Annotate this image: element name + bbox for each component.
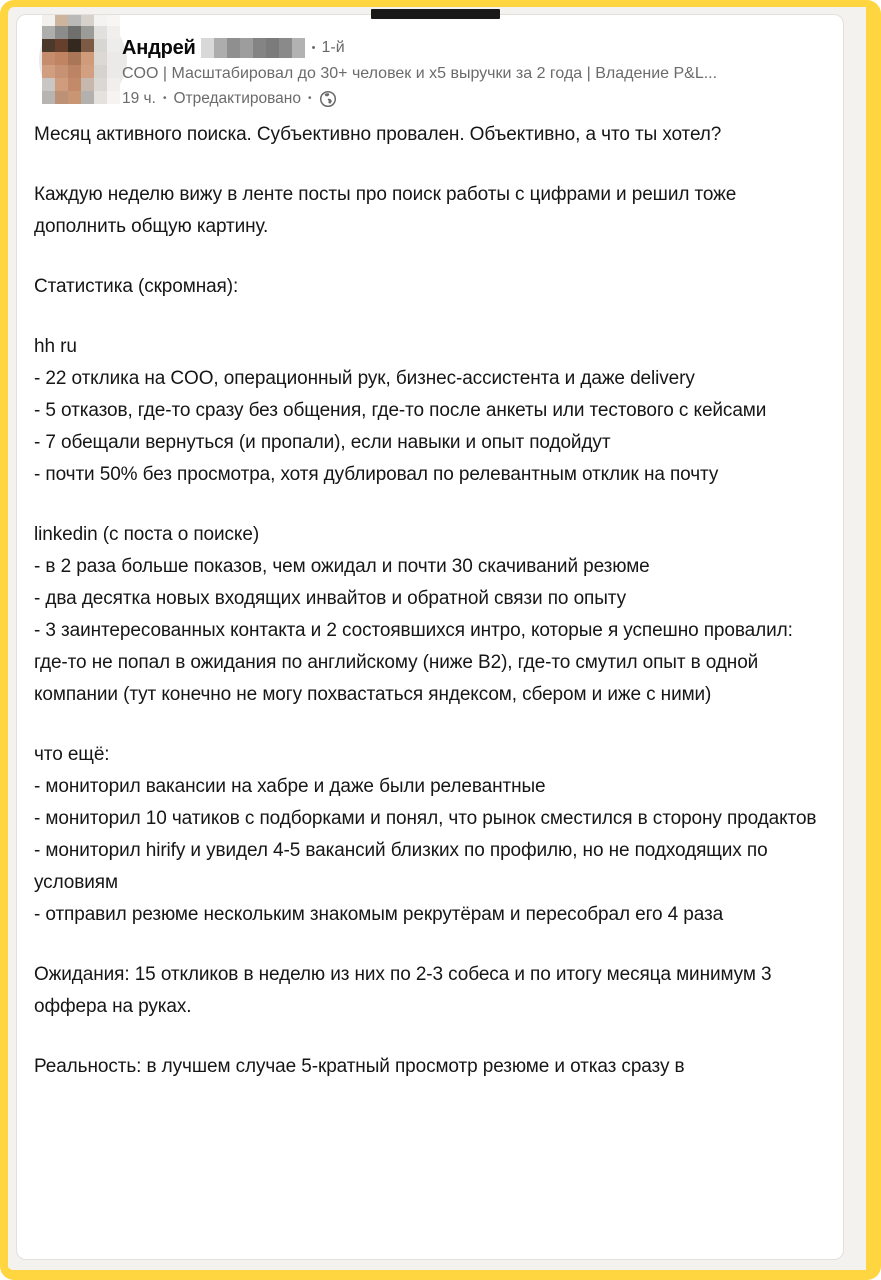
post-paragraph [34,179,821,243]
author-headline[interactable]: COO | Масштабировал до 30+ человек и х5 выручки за 2 года | Владение P&L... [122,65,718,82]
avatar-pixel [55,52,68,65]
avatar-pixel [68,52,81,65]
meta-separator-dot: • [308,92,312,104]
avatar-pixel [94,39,107,52]
avatar-pixel [55,78,68,91]
avatar-pixel [94,65,107,78]
post-text-line: что ещё: [34,744,110,765]
post-text-line: - 3 заинтересованных контакта и 2 состоявшихся интро, которые я успешно провалил: где-то не попал в ожидания по английскому (ниже B2), где-то смутил опыт в одной компании (тут конечно не могу похвастаться яндексом, сбером и иже с ними) [34,620,793,705]
avatar-pixel [94,78,107,91]
surname-blur-pixel [227,38,240,58]
avatar-pixel [42,78,55,91]
avatar-pixel [107,91,120,104]
avatar-pixel [68,65,81,78]
post-text-line: - отправил резюме нескольким знакомым рекрутёрам и пересобрал его 4 раза [34,904,724,925]
avatar-pixel [42,52,55,65]
avatar-pixel [55,65,68,78]
avatar-pixel [81,39,94,52]
avatar-pixel [94,91,107,104]
post-text-line: - 7 обещали вернуться (и пропали), если навыки и опыт подойдут [34,432,611,453]
avatar-pixel [94,52,107,65]
post-text-line: hh ru [34,336,77,357]
post-text-line: - почти 50% без просмотра, хотя дублировал по релевантным отклик на почту [34,464,719,485]
surname-blur-pixel [214,38,227,58]
avatar-pixel [107,39,120,52]
post-text-line: - 22 отклика на COO, операционный рук, бизнес-ассистента и даже delivery [34,368,695,389]
avatar-pixel [81,14,94,26]
avatar-pixel [55,14,68,26]
surname-blur-pixel [266,38,279,58]
top-notch-bar [371,9,500,19]
post-text-line: Реальность: в лучшем случае 5-кратный просмотр резюме и отказ сразу в [34,1056,685,1077]
avatar-pixel [42,91,55,104]
edited-label: Отредактировано [173,89,301,107]
avatar-pixel [55,39,68,52]
surname-blur-pixel [201,38,214,58]
avatar-pixel [68,78,81,91]
degree-label: 1-й [321,39,345,56]
avatar-pixel [107,65,120,78]
surname-blur-pixel [240,38,253,58]
avatar-pixel [55,91,68,104]
author-name[interactable]: Андрей [122,36,196,59]
avatar-pixel [81,52,94,65]
post-text-line: Статистика (скромная): [34,276,239,297]
avatar-pixel [42,39,55,52]
post-meta [122,89,337,108]
avatar-pixel [42,14,55,26]
avatar-pixel [81,65,94,78]
post-paragraph [34,119,821,151]
post-age: 19 ч. [122,89,156,107]
avatar-pixel [68,91,81,104]
surname-blur-pixel [292,38,305,58]
avatar-pixel [42,65,55,78]
post-paragraph [34,331,821,491]
surname-blur-pixel [253,38,266,58]
connection-degree [312,39,345,57]
author-line [122,35,345,61]
avatar-pixel [94,14,107,26]
post-text-line: Ожидания: 15 откликов в неделю из них по 2-3 собеса и по итогу месяца минимум 3 оффера на руках. [34,964,772,1017]
avatar-pixel [107,78,120,91]
pixelated-avatar-icon [42,14,120,104]
post-text-line: - в 2 раза больше показов, чем ожидал и почти 30 скачиваний резюме [34,556,650,577]
post-text-line: - 5 отказов, где-то сразу без общения, где-то после анкеты или тестового с кейсами [34,400,767,421]
post-text-line: linkedin (с поста о поиске) [34,524,260,545]
avatar-pixel [94,26,107,39]
avatar-pixel [81,26,94,39]
surname-blur-pixel [279,38,292,58]
avatar-pixel [68,39,81,52]
post-text-line: - мониторил вакансии на хабре и даже были релевантные [34,776,546,797]
post-paragraph [34,959,821,1023]
avatar-pixel [42,26,55,39]
post-paragraph [34,739,821,931]
post-text-line: Каждую неделю вижу в ленте посты про поиск работы с цифрами и решил тоже дополнить общую картину. [34,184,737,237]
post-paragraph [34,1051,821,1083]
avatar-pixel [107,52,120,65]
post-text-line: - мониторил 10 чатиков с подборками и понял, что рынок сместился в сторону продактов [34,808,817,829]
post-text-line: - два десятка новых входящих инвайтов и обратной связи по опыту [34,588,626,609]
author-surname-blur [201,38,305,58]
post-text-line: Месяц активного поиска. Субъективно провален. Объективно, а что ты хотел? [34,124,722,145]
avatar-pixel [68,26,81,39]
globe-icon [319,89,337,108]
avatar-pixel [107,14,120,26]
post-text-line: - мониторил hirify и увидел 4-5 вакансий близких по профилю, но не подходящих по условиям [34,840,768,893]
avatar-pixel [81,78,94,91]
avatar-pixel [107,26,120,39]
post-paragraph [34,271,821,303]
author-avatar[interactable] [17,15,139,115]
post-body [34,119,821,1083]
degree-separator-dot: • [311,41,316,54]
avatar-pixel [55,26,68,39]
post-paragraph [34,519,821,711]
avatar-pixel [68,14,81,26]
post-card [16,14,844,1260]
avatar-pixel [81,91,94,104]
meta-separator-dot: • [162,92,167,104]
